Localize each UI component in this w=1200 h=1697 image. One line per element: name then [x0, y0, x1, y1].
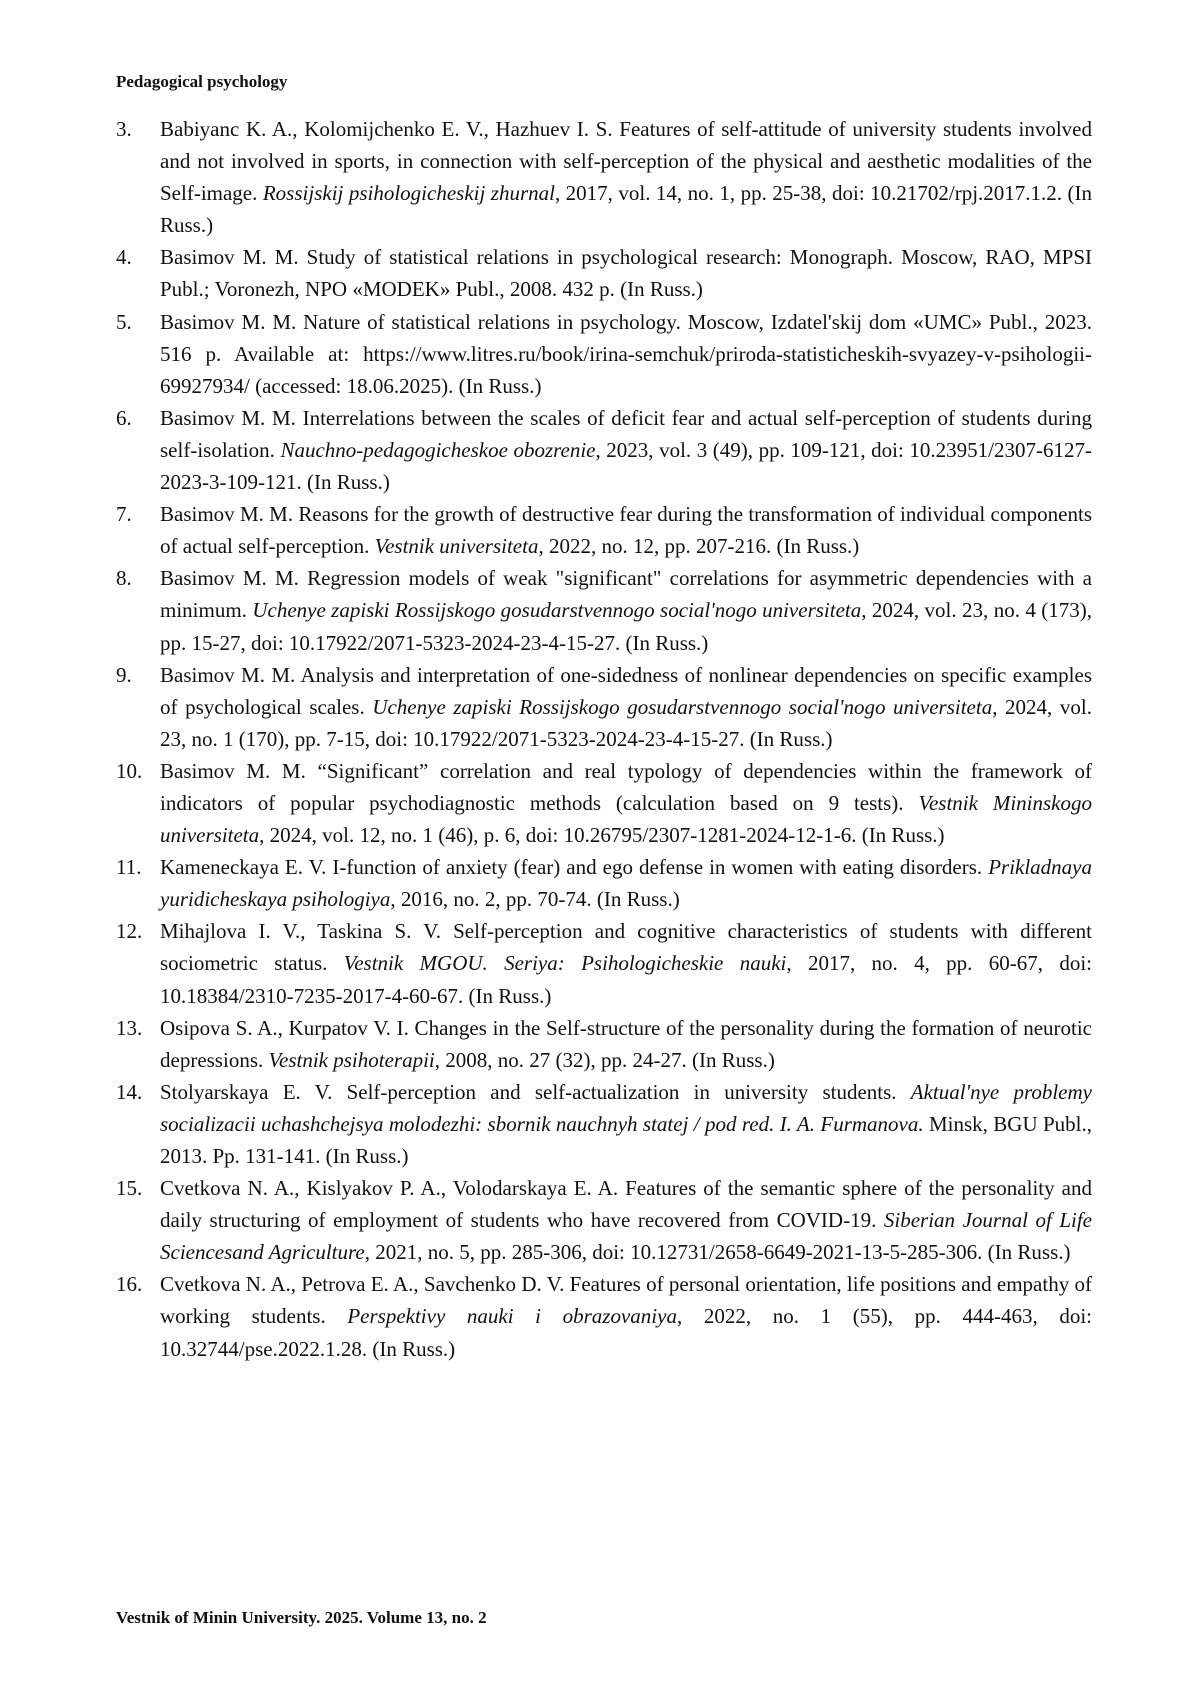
- reference-text-segment: , 2008, no. 27 (32), pp. 24-27. (In Russ.): [435, 1048, 775, 1072]
- reference-number: 6.: [116, 402, 132, 434]
- reference-source-title: Vestnik MGOU. Seriya: Psihologicheskie nauki: [344, 951, 787, 975]
- reference-number: 16.: [116, 1268, 142, 1300]
- reference-text: [160, 1016, 1092, 1072]
- reference-item: [116, 659, 1092, 755]
- page-footer: Vestnik of Minin University. 2025. Volume 13, no. 2: [116, 1608, 487, 1628]
- reference-source-title: Vestnik psihoterapii: [269, 1048, 435, 1072]
- reference-text: [160, 245, 1092, 301]
- reference-item: [116, 562, 1092, 658]
- reference-source-title: Uchenye zapiski Rossijskogo gosudarstvennogo social'nogo universiteta: [252, 598, 861, 622]
- reference-text-segment: Kameneckaya E. V. I-function of anxiety (fear) and ego defense in women with eating disorders.: [160, 855, 988, 879]
- reference-source-title: Vestnik universiteta: [375, 534, 539, 558]
- reference-number: 13.: [116, 1012, 142, 1044]
- reference-number: 14.: [116, 1076, 142, 1108]
- reference-text-segment: Basimov M. M. Analysis and interpretation of one-sidedness of nonlinear dependencies on specific examples of psychological scales.: [160, 663, 1092, 719]
- reference-text-segment: , 2023, vol. 3 (49), pp. 109-121, doi: 10.23951/2307-6127-2023-3-109-121. (In Russ.): [160, 438, 1092, 494]
- reference-text-segment: Basimov M. M. Interrelations between the scales of deficit fear and actual self-perception of students during self-isolation.: [160, 406, 1092, 462]
- reference-item: [116, 851, 1092, 915]
- reference-text-segment: Basimov M. M. “Significant” correlation and real typology of dependencies within the framework of indicators of popular psychodiagnostic methods (calculation based on 9 tests).: [160, 759, 1092, 815]
- reference-text-segment: , 2024, vol. 23, no. 4 (173), pp. 15-27, doi: 10.17922/2071-5323-2024-23-4-15-27. (In Russ.): [160, 598, 1092, 654]
- reference-text-segment: , 2016, no. 2, pp. 70-74. (In Russ.): [390, 887, 679, 911]
- reference-text: [160, 663, 1092, 751]
- reference-text-segment: , 2017, no. 4, pp. 60-67, doi: 10.18384/2310-7235-2017-4-60-67. (In Russ.): [160, 951, 1092, 1007]
- reference-number: 10.: [116, 755, 142, 787]
- reference-text-segment: , 2024, vol. 12, no. 1 (46), p. 6, doi: 10.26795/2307-1281-2024-12-1-6. (In Russ.): [259, 823, 944, 847]
- reference-text-segment: Basimov M. M. Regression models of weak "significant" correlations for asymmetric dependencies with a minimum.: [160, 566, 1092, 622]
- reference-item: [116, 1012, 1092, 1076]
- reference-item: [116, 1172, 1092, 1268]
- reference-text-segment: Minsk, BGU Publ., 2013. Pp. 131-141. (In Russ.): [160, 1112, 1092, 1168]
- reference-text: [160, 1176, 1092, 1264]
- reference-text-segment: , 2022, no. 12, pp. 207-216. (In Russ.): [538, 534, 859, 558]
- reference-item: [116, 241, 1092, 305]
- reference-text: [160, 1080, 1092, 1168]
- reference-number: 15.: [116, 1172, 142, 1204]
- page-header: Pedagogical psychology: [116, 72, 287, 92]
- reference-item: [116, 1268, 1092, 1364]
- reference-text: [160, 406, 1092, 494]
- reference-text-segment: Basimov M. M. Study of statistical relations in psychological research: Monograph. Moscow, RAO, MPSI Publ.; Voronezh, NPO «MODEK» Publ., 2008. 432 p. (In Russ.): [160, 245, 1092, 301]
- reference-text: [160, 1272, 1092, 1360]
- reference-source-title: Perspektivy nauki i obrazovaniya: [347, 1304, 677, 1328]
- reference-text: [160, 310, 1092, 398]
- reference-text-segment: , 2021, no. 5, pp. 285-306, doi: 10.12731/2658-6649-2021-13-5-285-306. (In Russ.): [365, 1240, 1071, 1264]
- reference-text: [160, 566, 1092, 654]
- reference-source-title: Aktual'nye problemy socializacii uchashchejsya molodezhi: sbornik nauchnyh statej / pod red. I. A. Furmanova.: [160, 1080, 1092, 1136]
- reference-text-segment: Stolyarskaya E. V. Self-perception and self-actualization in university students.: [160, 1080, 911, 1104]
- reference-text-segment: , 2017, vol. 14, no. 1, pp. 25-38, doi: 10.21702/rpj.2017.1.2. (In Russ.): [160, 181, 1092, 237]
- reference-item: [116, 306, 1092, 402]
- reference-text: [160, 502, 1092, 558]
- reference-text: [160, 117, 1092, 237]
- reference-item: [116, 755, 1092, 851]
- reference-item: [116, 402, 1092, 498]
- reference-number: 11.: [116, 851, 141, 883]
- reference-number: 7.: [116, 498, 132, 530]
- reference-item: [116, 498, 1092, 562]
- reference-item: [116, 1076, 1092, 1172]
- reference-text-segment: Babiyanc K. A., Kolomijchenko E. V., Hazhuev I. S. Features of self-attitude of university students involved and not involved in sports, in connection with self-perception of the physical and aesthetic modalities of the Self-image.: [160, 117, 1092, 205]
- reference-text-segment: , 2022, no. 1 (55), pp. 444-463, doi: 10.32744/pse.2022.1.28. (In Russ.): [160, 1304, 1092, 1360]
- reference-text-segment: Osipova S. A., Kurpatov V. I. Changes in the Self-structure of the personality during the formation of neurotic depressions.: [160, 1016, 1092, 1072]
- reference-source-title: Uchenye zapiski Rossijskogo gosudarstvennogo social'nogo universiteta: [372, 695, 992, 719]
- reference-text-segment: Basimov M. M. Reasons for the growth of destructive fear during the transformation of individual components of actual self-perception.: [160, 502, 1092, 558]
- reference-text-segment: , 2024, vol. 23, no. 1 (170), pp. 7-15, doi: 10.17922/2071-5323-2024-23-4-15-27. (In Russ.): [160, 695, 1092, 751]
- reference-source-title: Rossijskij psihologicheskij zhurnal: [263, 181, 555, 205]
- reference-item: [116, 915, 1092, 1011]
- reference-source-title: Prikladnaya yuridicheskaya psihologiya: [160, 855, 1092, 911]
- reference-list: [116, 113, 1092, 1365]
- reference-text: [160, 855, 1092, 911]
- reference-text-segment: Cvetkova N. A., Petrova E. A., Savchenko D. V. Features of personal orientation, life positions and empathy of working students.: [160, 1272, 1092, 1328]
- reference-number: 12.: [116, 915, 142, 947]
- reference-number: 4.: [116, 241, 132, 273]
- reference-text-segment: Mihajlova I. V., Taskina S. V. Self-perception and cognitive characteristics of students with different sociometric status.: [160, 919, 1092, 975]
- reference-text-segment: Basimov M. M. Nature of statistical relations in psychology. Moscow, Izdatel'skij dom «UMC» Publ., 2023. 516 p. Available at: https://www.litres.ru/book/irina-semchuk/priroda-statisticheskih-svyazey-v-psihologii-69927934/ (accessed: 18.06.2025). (In Russ.): [160, 310, 1092, 398]
- reference-item: [116, 113, 1092, 241]
- reference-text: [160, 759, 1092, 847]
- reference-text-segment: Cvetkova N. A., Kislyakov P. A., Volodarskaya E. A. Features of the semantic sphere of the personality and daily structuring of employment of students who have recovered from COVID-19.: [160, 1176, 1092, 1232]
- reference-source-title: Nauchno-pedagogicheskoe obozrenie: [280, 438, 595, 462]
- reference-text: [160, 919, 1092, 1007]
- reference-number: 9.: [116, 659, 132, 691]
- reference-source-title: Vestnik Mininskogo universiteta: [160, 791, 1092, 847]
- reference-number: 5.: [116, 306, 132, 338]
- reference-source-title: Siberian Journal of Life Sciencesand Agriculture: [160, 1208, 1092, 1264]
- reference-number: 3.: [116, 113, 132, 145]
- reference-number: 8.: [116, 562, 132, 594]
